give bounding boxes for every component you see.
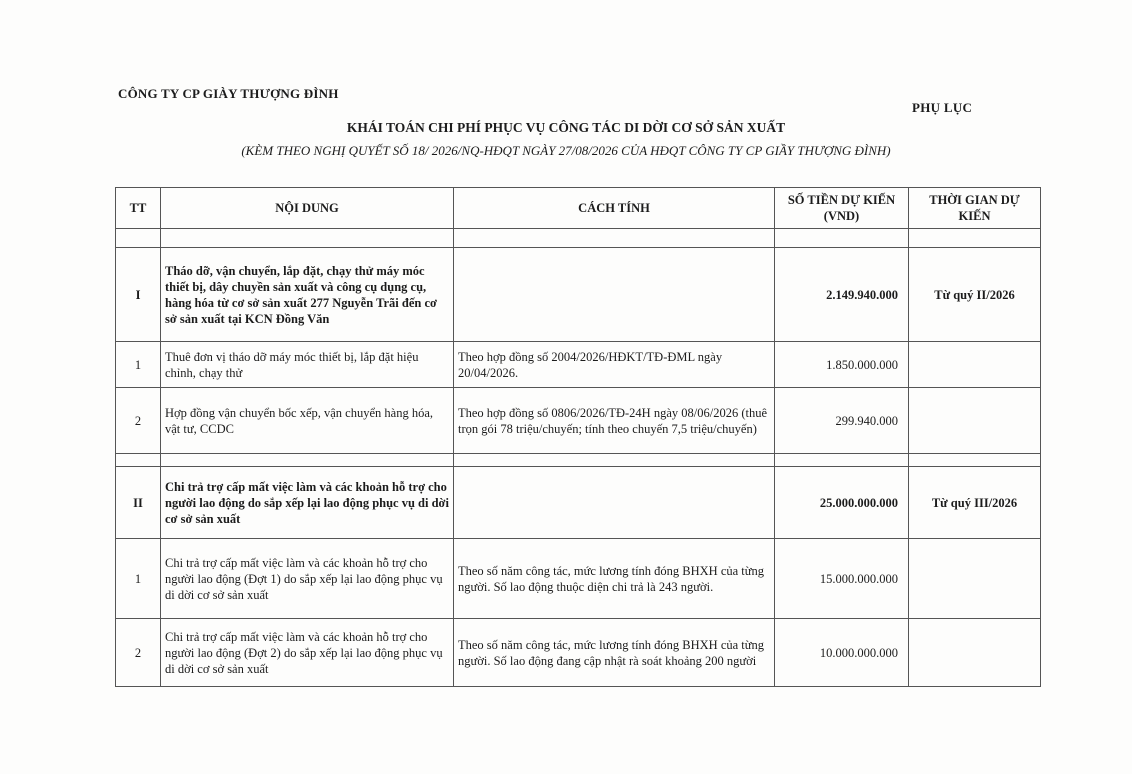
row-tt: 1	[116, 342, 161, 388]
row-time: Từ quý II/2026	[909, 248, 1041, 342]
appendix-label: PHỤ LỤC	[912, 100, 973, 115]
row-tt: II	[116, 467, 161, 539]
row-tt: 2	[116, 388, 161, 454]
row-time	[909, 388, 1041, 454]
header-content: NỘI DUNG	[161, 188, 454, 229]
document-title: KHÁI TOÁN CHI PHÍ PHỤC VỤ CÔNG TÁC DI DỜI CƠ SỞ SẢN XUẤT	[346, 120, 786, 135]
table-row	[116, 539, 1041, 619]
table-row	[116, 388, 1041, 454]
document-subtitle: (KÈM THEO NGHỊ QUYẾT SỐ 18/ 2026/NQ-HĐQT NGÀY 27/08/2026 CỦA HĐQT CÔNG TY CP GIẦY THƯỢNG ĐÌNH)	[241, 143, 891, 158]
row-content: Thuê đơn vị tháo dỡ máy móc thiết bị, lắp đặt hiệu chỉnh, chạy thử	[161, 342, 454, 388]
header-method: CÁCH TÍNH	[454, 188, 775, 229]
cost-estimate-table	[115, 187, 1041, 687]
header-tt: TT	[116, 188, 161, 229]
row-time	[909, 619, 1041, 687]
row-content: Chi trả trợ cấp mất việc làm và các khoản hỗ trợ cho người lao động (Đợt 2) do sắp xếp lại lao động phục vụ di dời cơ sở sản xuất	[161, 619, 454, 687]
header-amount: SỐ TIỀN DỰ KIẾN (VND)	[775, 188, 909, 229]
table-header-row	[116, 188, 1041, 229]
row-amount: 15.000.000.000	[775, 539, 909, 619]
row-method	[454, 467, 775, 539]
row-amount: 25.000.000.000	[775, 467, 909, 539]
table-row	[116, 467, 1041, 539]
blank-row	[116, 229, 1041, 248]
table-row	[116, 342, 1041, 388]
row-amount: 299.940.000	[775, 388, 909, 454]
row-content: Chi trả trợ cấp mất việc làm và các khoản hỗ trợ cho người lao động (Đợt 1) do sắp xếp lại lao động phục vụ di dời cơ sở sản xuất	[161, 539, 454, 619]
row-content: Hợp đồng vận chuyển bốc xếp, vận chuyển hàng hóa, vật tư, CCDC	[161, 388, 454, 454]
table-row	[116, 619, 1041, 687]
row-method	[454, 248, 775, 342]
row-amount: 1.850.000.000	[775, 342, 909, 388]
row-method: Theo số năm công tác, mức lương tính đóng BHXH của từng người. Số lao động thuộc diện chi trả là 243 người.	[454, 539, 775, 619]
row-content: Tháo dỡ, vận chuyển, lắp đặt, chạy thử máy móc thiết bị, dây chuyền sản xuất và công cụ dụng cụ, hàng hóa từ cơ sở sản xuất 277 Nguyễn Trãi đến cơ sở sản xuất tại KCN Đồng Văn	[161, 248, 454, 342]
table-row	[116, 248, 1041, 342]
row-time: Từ quý III/2026	[909, 467, 1041, 539]
row-method: Theo số năm công tác, mức lương tính đóng BHXH của từng người. Số lao động đang cập nhật rà soát khoảng 200 người	[454, 619, 775, 687]
row-tt: 1	[116, 539, 161, 619]
company-name: CÔNG TY CP GIÀY THƯỢNG ĐÌNH	[118, 86, 339, 101]
row-time	[909, 539, 1041, 619]
row-method: Theo hợp đồng số 2004/2026/HĐKT/TĐ-ĐML ngày 20/04/2026.	[454, 342, 775, 388]
header-time: THỜI GIAN DỰ KIẾN	[909, 188, 1041, 229]
row-content: Chi trả trợ cấp mất việc làm và các khoản hỗ trợ cho người lao động do sắp xếp lại lao động phục vụ di dời cơ sở sản xuất	[161, 467, 454, 539]
row-amount: 10.000.000.000	[775, 619, 909, 687]
row-tt: 2	[116, 619, 161, 687]
blank-row	[116, 454, 1041, 467]
row-method: Theo hợp đồng số 0806/2026/TĐ-24H ngày 08/06/2026 (thuê trọn gói 78 triệu/chuyến; tính theo chuyến 7,5 triệu/chuyến)	[454, 388, 775, 454]
row-amount: 2.149.940.000	[775, 248, 909, 342]
row-time	[909, 342, 1041, 388]
row-tt: I	[116, 248, 161, 342]
